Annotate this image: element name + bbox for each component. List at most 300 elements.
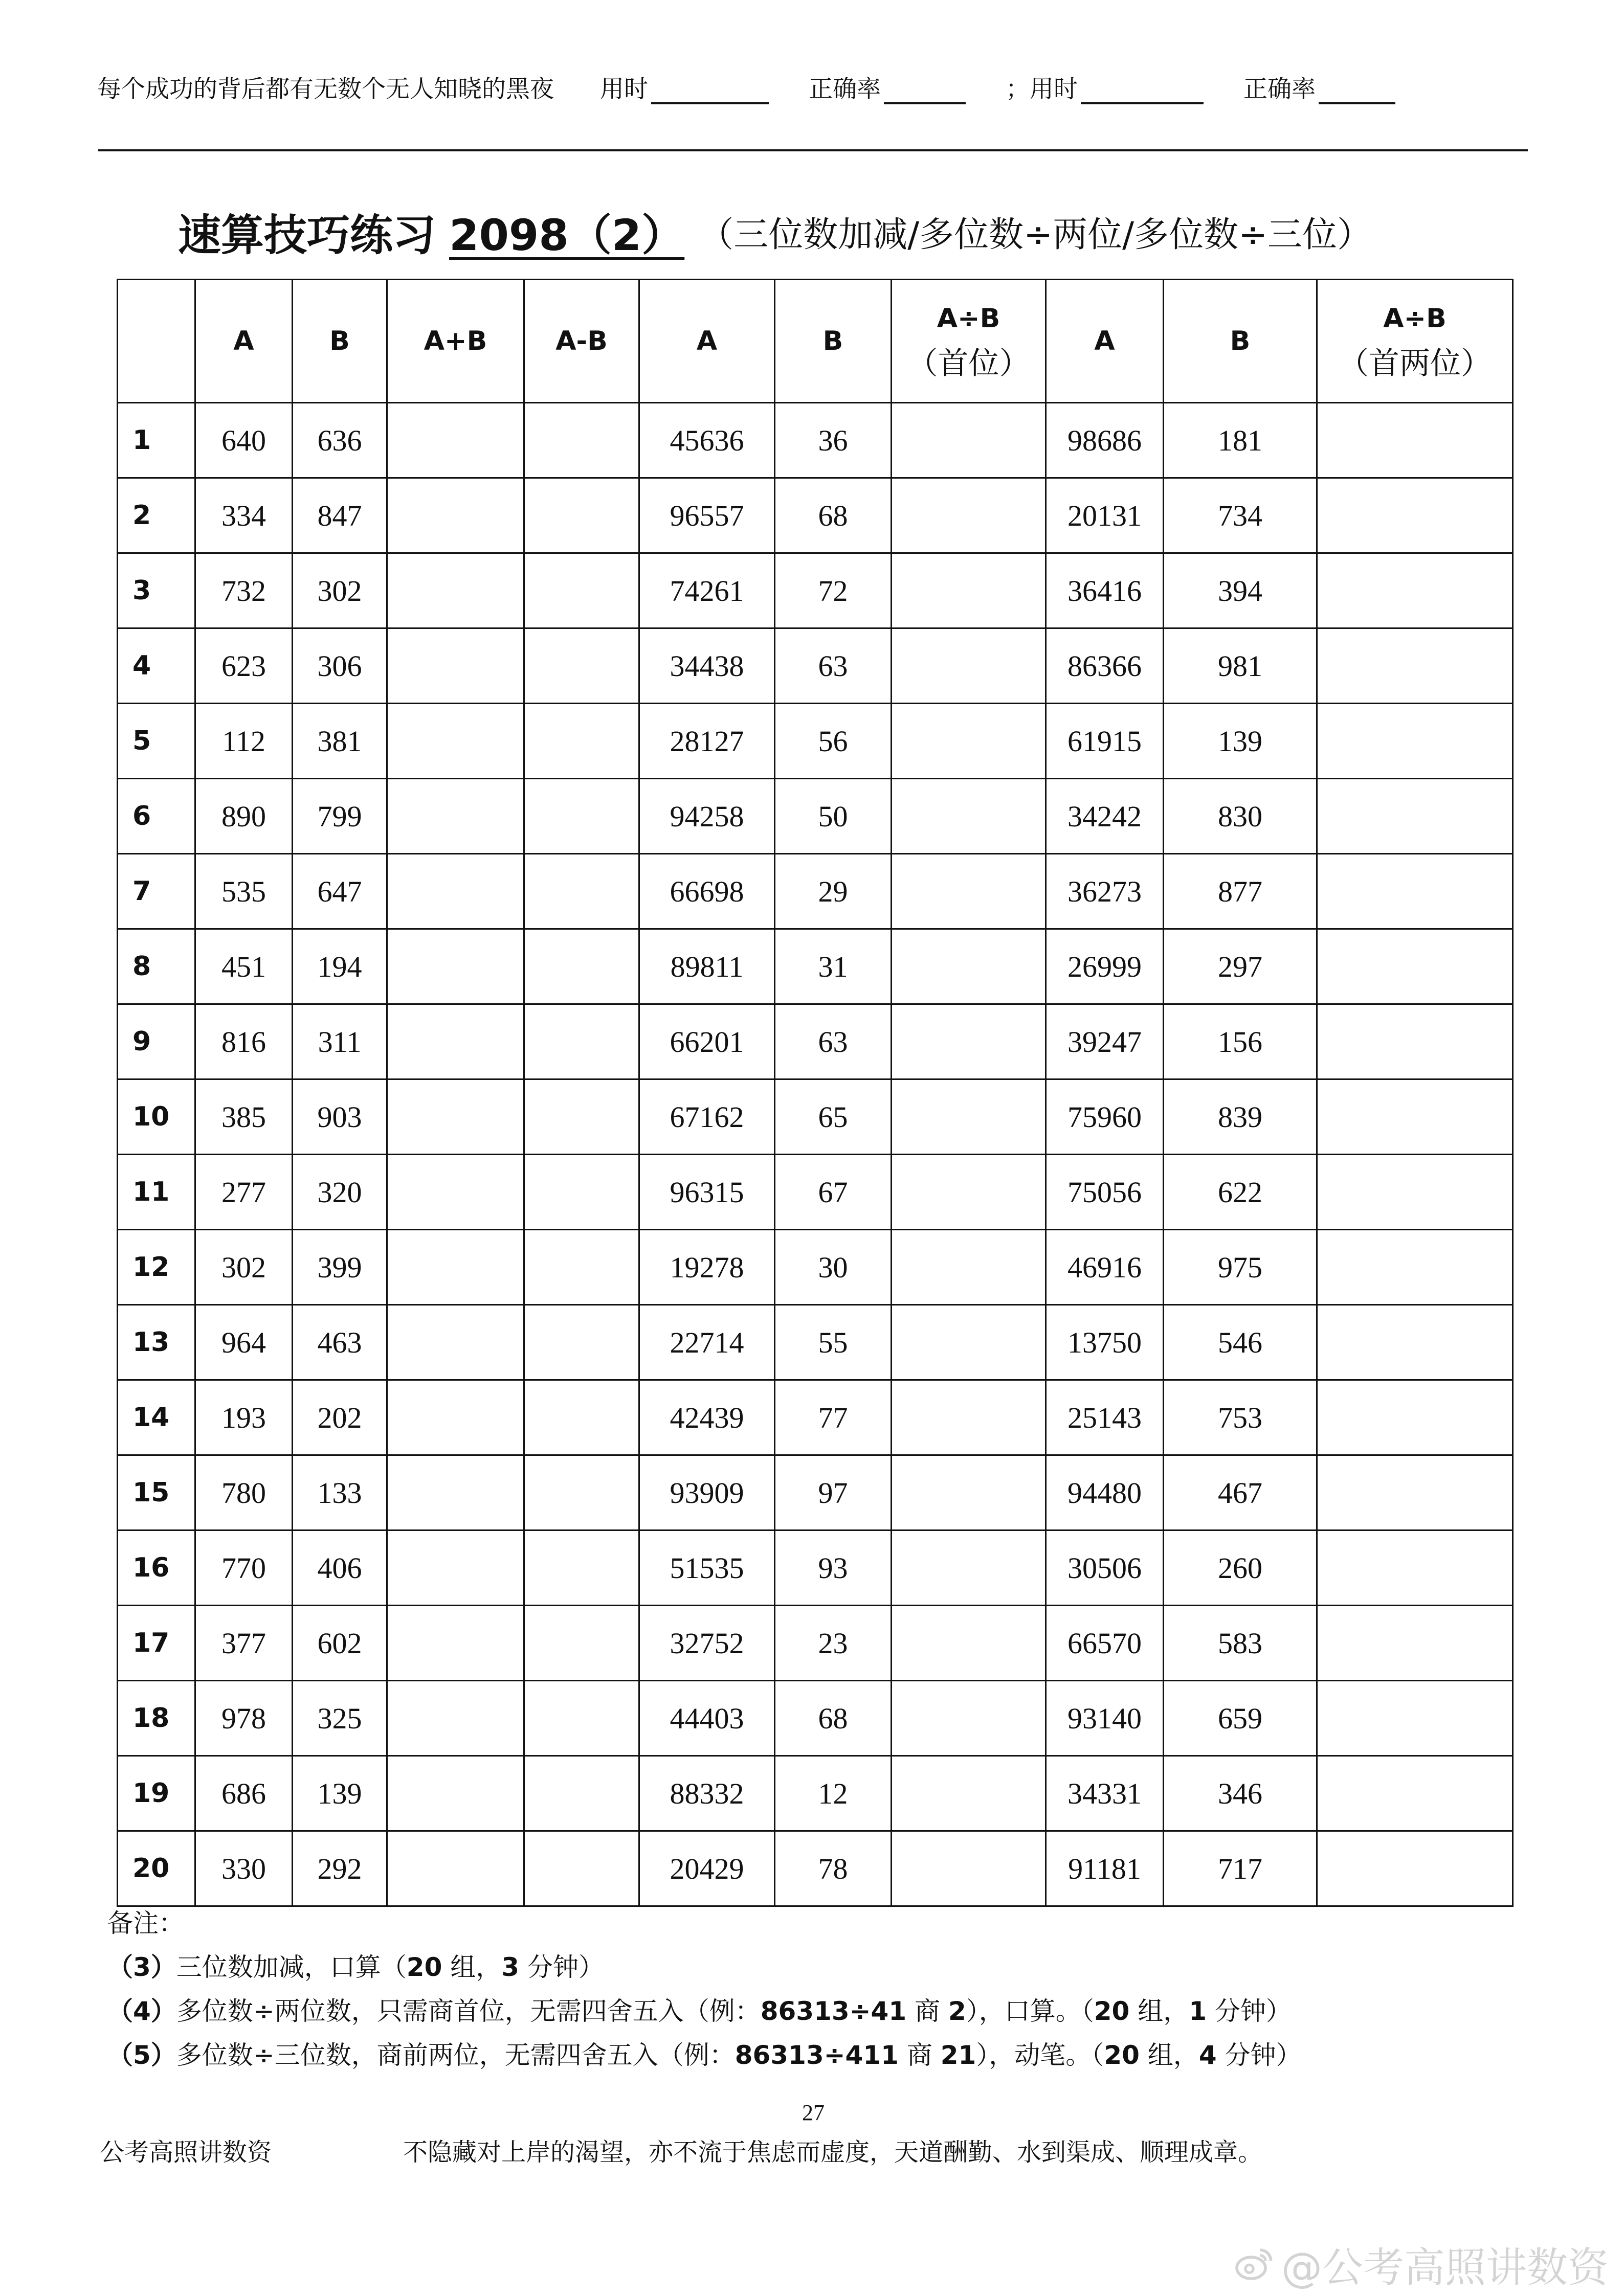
div3-answer-cell[interactable] <box>1317 1606 1513 1681</box>
add-sub-b-cell: 139 <box>293 1756 387 1831</box>
column-header-label: A <box>696 326 718 356</box>
div2-answer-cell[interactable] <box>892 1530 1046 1606</box>
div3-a-cell: 34331 <box>1046 1756 1164 1831</box>
note-text: 3 <box>501 1952 520 1982</box>
div3-a-cell: 30506 <box>1046 1530 1164 1606</box>
div3-a-cell: 98686 <box>1046 403 1164 478</box>
column-header <box>892 280 1046 403</box>
div2-b-cell: 63 <box>775 1004 892 1079</box>
note-text: 86313÷41 <box>760 1996 907 2026</box>
column-header <box>639 280 775 403</box>
add-sub-a-cell: 770 <box>195 1530 293 1606</box>
column-header <box>1317 280 1513 403</box>
div3-answer-cell[interactable] <box>1317 1155 1513 1230</box>
time-used-blank-2[interactable] <box>1081 77 1204 104</box>
div3-answer-cell[interactable] <box>1317 553 1513 628</box>
row-number: 10 <box>118 1079 195 1155</box>
footer-motto: 不隐藏对上岸的渴望，亦不流于焦虑而虚度，天道酬勤、水到渠成、顺理成章。 <box>403 2138 1263 2167</box>
difference-answer-cell[interactable] <box>524 1155 639 1230</box>
add-sub-a-cell: 623 <box>195 628 293 704</box>
row-number: 11 <box>118 1155 195 1230</box>
difference-answer-cell[interactable] <box>524 628 639 704</box>
div2-answer-cell[interactable] <box>892 1155 1046 1230</box>
difference-answer-cell[interactable] <box>524 1606 639 1681</box>
title-main: 速算技巧练习 <box>178 210 436 260</box>
sum-answer-cell[interactable] <box>387 1455 524 1530</box>
div2-answer-cell[interactable] <box>892 1756 1046 1831</box>
div2-a-cell: 44403 <box>639 1681 775 1756</box>
note-text: 2 <box>948 1996 966 2026</box>
div3-a-cell: 91181 <box>1046 1831 1164 1906</box>
weibo-icon <box>1233 2243 1276 2286</box>
div3-b-cell: 622 <box>1164 1155 1317 1230</box>
note-text: 组， <box>1129 1996 1189 2026</box>
div2-a-cell: 51535 <box>639 1530 775 1606</box>
time-used-blank-1[interactable] <box>651 77 769 104</box>
add-sub-b-cell: 306 <box>293 628 387 704</box>
div2-answer-cell[interactable] <box>892 478 1046 553</box>
sum-answer-cell[interactable] <box>387 704 524 779</box>
div2-answer-cell[interactable] <box>892 628 1046 704</box>
div3-a-cell: 36273 <box>1046 854 1164 929</box>
difference-answer-cell[interactable] <box>524 1530 639 1606</box>
div3-b-cell: 981 <box>1164 628 1317 704</box>
note-text: 分钟） <box>1216 2040 1302 2070</box>
table-row <box>118 929 1513 1004</box>
add-sub-a-cell: 334 <box>195 478 293 553</box>
table-row <box>118 403 1513 478</box>
add-sub-b-cell: 311 <box>293 1004 387 1079</box>
div2-answer-cell[interactable] <box>892 1230 1046 1305</box>
table-row <box>118 779 1513 854</box>
difference-answer-cell[interactable] <box>524 779 639 854</box>
row-number: 3 <box>118 553 195 628</box>
note-item <box>107 1945 1540 1989</box>
column-header <box>775 280 892 403</box>
title-code: 2098（2） <box>449 210 685 260</box>
div2-answer-cell[interactable] <box>892 1681 1046 1756</box>
watermark <box>1233 2235 1609 2293</box>
table-row <box>118 1004 1513 1079</box>
difference-answer-cell[interactable] <box>524 478 639 553</box>
column-header-label: B <box>1230 326 1251 356</box>
difference-answer-cell[interactable] <box>524 1380 639 1455</box>
add-sub-b-cell: 133 <box>293 1455 387 1530</box>
div2-answer-cell[interactable] <box>892 1455 1046 1530</box>
difference-answer-cell[interactable] <box>524 704 639 779</box>
add-sub-a-cell: 302 <box>195 1230 293 1305</box>
difference-answer-cell[interactable] <box>524 1305 639 1380</box>
column-header-label: A+B <box>424 326 487 356</box>
div3-a-cell: 66570 <box>1046 1606 1164 1681</box>
div2-answer-cell[interactable] <box>892 1305 1046 1380</box>
difference-answer-cell[interactable] <box>524 403 639 478</box>
div2-b-cell: 78 <box>775 1831 892 1906</box>
div2-answer-cell[interactable] <box>892 403 1046 478</box>
add-sub-b-cell: 799 <box>293 779 387 854</box>
div3-b-cell: 346 <box>1164 1756 1317 1831</box>
add-sub-b-cell: 636 <box>293 403 387 478</box>
sum-answer-cell[interactable] <box>387 1681 524 1756</box>
sum-answer-cell[interactable] <box>387 478 524 553</box>
div3-b-cell: 139 <box>1164 704 1317 779</box>
div3-answer-cell[interactable] <box>1317 1831 1513 1906</box>
div3-a-cell: 75960 <box>1046 1079 1164 1155</box>
column-header <box>195 280 293 403</box>
div3-a-cell: 61915 <box>1046 704 1164 779</box>
div2-answer-cell[interactable] <box>892 1606 1046 1681</box>
add-sub-b-cell: 302 <box>293 553 387 628</box>
div2-answer-cell[interactable] <box>892 929 1046 1004</box>
div2-a-cell: 19278 <box>639 1230 775 1305</box>
difference-answer-cell[interactable] <box>524 929 639 1004</box>
table-row <box>118 1305 1513 1380</box>
watermark-text: @公考高照讲数资 <box>1281 2244 1609 2291</box>
note-text: 组， <box>442 1952 502 1982</box>
accuracy-blank-2[interactable] <box>1319 77 1395 104</box>
add-sub-a-cell: 193 <box>195 1380 293 1455</box>
footer-author: 公考高照讲数资 <box>100 2138 272 2167</box>
table-row <box>118 1681 1513 1756</box>
column-header <box>524 280 639 403</box>
sum-answer-cell[interactable] <box>387 1230 524 1305</box>
table-header-row <box>118 280 1513 403</box>
add-sub-b-cell: 406 <box>293 1530 387 1606</box>
note-text: 三位数加减，口算（ <box>176 1952 407 1982</box>
table-row <box>118 478 1513 553</box>
note-item <box>107 2033 1540 2077</box>
div2-b-cell: 65 <box>775 1079 892 1155</box>
column-header-sublabel: （首两位） <box>1338 346 1492 381</box>
add-sub-a-cell: 978 <box>195 1681 293 1756</box>
note-text: 分钟） <box>519 1952 604 1982</box>
note-text: 20 <box>1094 1996 1130 2026</box>
div2-a-cell: 66201 <box>639 1004 775 1079</box>
add-sub-b-cell: 194 <box>293 929 387 1004</box>
table-row <box>118 854 1513 929</box>
page-title <box>178 198 1508 265</box>
div3-a-cell: 36416 <box>1046 553 1164 628</box>
column-header <box>387 280 524 403</box>
div2-b-cell: 55 <box>775 1305 892 1380</box>
div3-answer-cell[interactable] <box>1317 1530 1513 1606</box>
table-row <box>118 1831 1513 1906</box>
div2-a-cell: 34438 <box>639 628 775 704</box>
div3-a-cell: 86366 <box>1046 628 1164 704</box>
column-header-sublabel: （首位） <box>907 346 1030 381</box>
div2-a-cell: 96315 <box>639 1155 775 1230</box>
sum-answer-cell[interactable] <box>387 779 524 854</box>
difference-answer-cell[interactable] <box>524 1230 639 1305</box>
sum-answer-cell[interactable] <box>387 1305 524 1380</box>
accuracy-blank-1[interactable] <box>884 77 966 104</box>
row-number: 18 <box>118 1681 195 1756</box>
add-sub-b-cell: 381 <box>293 704 387 779</box>
title-subtitle: （三位数加减/多位数÷两位/多位数÷三位） <box>699 214 1372 255</box>
div3-answer-cell[interactable] <box>1317 628 1513 704</box>
div3-b-cell: 877 <box>1164 854 1317 929</box>
time-used-field-1: 用时 <box>600 70 769 104</box>
div3-answer-cell[interactable] <box>1317 1455 1513 1530</box>
div2-answer-cell[interactable] <box>892 1831 1046 1906</box>
accuracy-field-2: 正确率 <box>1243 70 1395 104</box>
add-sub-b-cell: 320 <box>293 1155 387 1230</box>
note-text: 多位数÷两位数，只需商首位，无需四舍五入（例： <box>176 1996 761 2026</box>
motto-text: 每个成功的背后都有无数个无人知晓的黑夜 <box>97 75 554 103</box>
accuracy-field-1: 正确率 <box>809 70 966 104</box>
row-number: 15 <box>118 1455 195 1530</box>
div2-answer-cell[interactable] <box>892 1079 1046 1155</box>
div3-answer-cell[interactable] <box>1317 1004 1513 1079</box>
add-sub-b-cell: 202 <box>293 1380 387 1455</box>
div3-a-cell: 20131 <box>1046 478 1164 553</box>
div2-b-cell: 63 <box>775 628 892 704</box>
column-header-label: A÷B <box>1383 303 1447 334</box>
div2-b-cell: 68 <box>775 1681 892 1756</box>
row-number: 16 <box>118 1530 195 1606</box>
sum-answer-cell[interactable] <box>387 929 524 1004</box>
div3-b-cell: 659 <box>1164 1681 1317 1756</box>
add-sub-b-cell: 399 <box>293 1230 387 1305</box>
sum-answer-cell[interactable] <box>387 1530 524 1606</box>
div2-b-cell: 29 <box>775 854 892 929</box>
div2-answer-cell[interactable] <box>892 1380 1046 1455</box>
div2-answer-cell[interactable] <box>892 553 1046 628</box>
note-text: 4 <box>1198 2040 1217 2070</box>
sum-answer-cell[interactable] <box>387 628 524 704</box>
div2-answer-cell[interactable] <box>892 704 1046 779</box>
table-row <box>118 1230 1513 1305</box>
div2-answer-cell[interactable] <box>892 779 1046 854</box>
difference-answer-cell[interactable] <box>524 1681 639 1756</box>
div3-answer-cell[interactable] <box>1317 704 1513 779</box>
add-sub-a-cell: 964 <box>195 1305 293 1380</box>
difference-answer-cell[interactable] <box>524 553 639 628</box>
div2-b-cell: 67 <box>775 1155 892 1230</box>
div3-b-cell: 734 <box>1164 478 1317 553</box>
add-sub-a-cell: 780 <box>195 1455 293 1530</box>
add-sub-b-cell: 903 <box>293 1079 387 1155</box>
div2-b-cell: 93 <box>775 1530 892 1606</box>
difference-answer-cell[interactable] <box>524 1004 639 1079</box>
div2-b-cell: 56 <box>775 704 892 779</box>
note-item <box>107 1989 1540 2033</box>
column-header <box>293 280 387 403</box>
column-header <box>1046 280 1164 403</box>
row-number: 2 <box>118 478 195 553</box>
sum-answer-cell[interactable] <box>387 1606 524 1681</box>
div2-b-cell: 31 <box>775 929 892 1004</box>
note-text: 商 <box>898 2040 941 2070</box>
div3-b-cell: 260 <box>1164 1530 1317 1606</box>
div3-b-cell: 546 <box>1164 1305 1317 1380</box>
add-sub-b-cell: 647 <box>293 854 387 929</box>
add-sub-a-cell: 377 <box>195 1606 293 1681</box>
row-number: 1 <box>118 403 195 478</box>
div3-answer-cell[interactable] <box>1317 854 1513 929</box>
div3-answer-cell[interactable] <box>1317 1681 1513 1756</box>
add-sub-a-cell: 385 <box>195 1079 293 1155</box>
div2-a-cell: 45636 <box>639 403 775 478</box>
div3-answer-cell[interactable] <box>1317 478 1513 553</box>
div2-b-cell: 97 <box>775 1455 892 1530</box>
sum-answer-cell[interactable] <box>387 1380 524 1455</box>
div2-b-cell: 30 <box>775 1230 892 1305</box>
div3-answer-cell[interactable] <box>1317 1380 1513 1455</box>
row-number: 17 <box>118 1606 195 1681</box>
sum-answer-cell[interactable] <box>387 403 524 478</box>
note-text: 组， <box>1139 2040 1199 2070</box>
sum-answer-cell[interactable] <box>387 553 524 628</box>
div2-a-cell: 93909 <box>639 1455 775 1530</box>
column-header-label: A÷B <box>937 303 1000 334</box>
div3-answer-cell[interactable] <box>1317 1305 1513 1380</box>
div2-answer-cell[interactable] <box>892 854 1046 929</box>
add-sub-b-cell: 463 <box>293 1305 387 1380</box>
row-number: 19 <box>118 1756 195 1831</box>
time-used-field-2: ； 用时 <box>1006 70 1204 104</box>
column-header-label: B <box>329 326 350 356</box>
row-number: 13 <box>118 1305 195 1380</box>
div3-b-cell: 181 <box>1164 403 1317 478</box>
row-number: 6 <box>118 779 195 854</box>
note-text: 86313÷411 <box>735 2040 899 2070</box>
div3-a-cell: 26999 <box>1046 929 1164 1004</box>
div3-answer-cell[interactable] <box>1317 1756 1513 1831</box>
table-row <box>118 704 1513 779</box>
div3-b-cell: 975 <box>1164 1230 1317 1305</box>
div3-a-cell: 25143 <box>1046 1380 1164 1455</box>
add-sub-a-cell: 277 <box>195 1155 293 1230</box>
notes-list <box>107 1945 1540 2077</box>
column-header-label: A <box>1094 326 1115 356</box>
div2-a-cell: 94258 <box>639 779 775 854</box>
difference-answer-cell[interactable] <box>524 1079 639 1155</box>
table-row <box>118 1756 1513 1831</box>
table-row <box>118 553 1513 628</box>
div3-answer-cell[interactable] <box>1317 929 1513 1004</box>
add-sub-b-cell: 847 <box>293 478 387 553</box>
add-sub-b-cell: 325 <box>293 1681 387 1756</box>
div3-b-cell: 394 <box>1164 553 1317 628</box>
add-sub-b-cell: 292 <box>293 1831 387 1906</box>
div2-b-cell: 68 <box>775 478 892 553</box>
div2-a-cell: 88332 <box>639 1756 775 1831</box>
div2-a-cell: 74261 <box>639 553 775 628</box>
note-text: 20 <box>406 1952 442 1982</box>
div3-b-cell: 830 <box>1164 779 1317 854</box>
div3-b-cell: 839 <box>1164 1079 1317 1155</box>
page-header <box>97 43 1435 104</box>
div3-a-cell: 93140 <box>1046 1681 1164 1756</box>
note-text: ），口算。（ <box>966 1996 1094 2026</box>
sum-answer-cell[interactable] <box>387 1831 524 1906</box>
add-sub-a-cell: 451 <box>195 929 293 1004</box>
div3-a-cell: 13750 <box>1046 1305 1164 1380</box>
sum-answer-cell[interactable] <box>387 1004 524 1079</box>
sum-answer-cell[interactable] <box>387 1756 524 1831</box>
note-text: 21 <box>940 2040 976 2070</box>
div3-answer-cell[interactable] <box>1317 1230 1513 1305</box>
div2-a-cell: 32752 <box>639 1606 775 1681</box>
add-sub-a-cell: 816 <box>195 1004 293 1079</box>
div3-b-cell: 753 <box>1164 1380 1317 1455</box>
div2-answer-cell[interactable] <box>892 1004 1046 1079</box>
row-number: 20 <box>118 1831 195 1906</box>
div2-a-cell: 89811 <box>639 929 775 1004</box>
note-text: 商 <box>906 1996 948 2026</box>
table-row <box>118 1455 1513 1530</box>
div3-b-cell: 717 <box>1164 1831 1317 1906</box>
div3-a-cell: 75056 <box>1046 1155 1164 1230</box>
note-number: （3） <box>107 1952 176 1982</box>
div3-b-cell: 583 <box>1164 1606 1317 1681</box>
div3-b-cell: 156 <box>1164 1004 1317 1079</box>
div2-a-cell: 20429 <box>639 1831 775 1906</box>
row-number: 8 <box>118 929 195 1004</box>
notes-heading: 备注： <box>107 1908 184 1938</box>
add-sub-a-cell: 640 <box>195 403 293 478</box>
add-sub-a-cell: 330 <box>195 1831 293 1906</box>
column-header <box>1164 280 1317 403</box>
div2-a-cell: 28127 <box>639 704 775 779</box>
difference-answer-cell[interactable] <box>524 1455 639 1530</box>
div3-answer-cell[interactable] <box>1317 1079 1513 1155</box>
div3-a-cell: 46916 <box>1046 1230 1164 1305</box>
sum-answer-cell[interactable] <box>387 1079 524 1155</box>
add-sub-a-cell: 686 <box>195 1756 293 1831</box>
table-row <box>118 1079 1513 1155</box>
row-number: 7 <box>118 854 195 929</box>
difference-answer-cell[interactable] <box>524 1831 639 1906</box>
add-sub-a-cell: 535 <box>195 854 293 929</box>
note-text: ），动笔。（ <box>976 2040 1104 2070</box>
add-sub-b-cell: 602 <box>293 1606 387 1681</box>
column-header <box>118 280 195 403</box>
notes-section <box>107 1901 1540 2077</box>
row-number: 5 <box>118 704 195 779</box>
div3-a-cell: 34242 <box>1046 779 1164 854</box>
div3-b-cell: 297 <box>1164 929 1317 1004</box>
div2-b-cell: 36 <box>775 403 892 478</box>
note-number: （4） <box>107 1996 176 2026</box>
practice-table <box>117 279 1514 1907</box>
column-header-label: A-B <box>555 326 608 356</box>
sum-answer-cell[interactable] <box>387 854 524 929</box>
table-row <box>118 628 1513 704</box>
row-number: 4 <box>118 628 195 704</box>
add-sub-a-cell: 112 <box>195 704 293 779</box>
div3-answer-cell[interactable] <box>1317 403 1513 478</box>
difference-answer-cell[interactable] <box>524 854 639 929</box>
page-number: 27 <box>802 2100 825 2125</box>
sum-answer-cell[interactable] <box>387 1155 524 1230</box>
column-header-label: A <box>233 326 254 356</box>
div2-b-cell: 77 <box>775 1380 892 1455</box>
row-number: 14 <box>118 1380 195 1455</box>
row-number: 12 <box>118 1230 195 1305</box>
div3-b-cell: 467 <box>1164 1455 1317 1530</box>
difference-answer-cell[interactable] <box>524 1756 639 1831</box>
div2-b-cell: 12 <box>775 1756 892 1831</box>
div3-answer-cell[interactable] <box>1317 779 1513 854</box>
note-text: 分钟） <box>1207 1996 1292 2026</box>
column-header-label: B <box>822 326 843 356</box>
table-row <box>118 1606 1513 1681</box>
row-number: 9 <box>118 1004 195 1079</box>
div2-a-cell: 67162 <box>639 1079 775 1155</box>
table-row <box>118 1530 1513 1606</box>
